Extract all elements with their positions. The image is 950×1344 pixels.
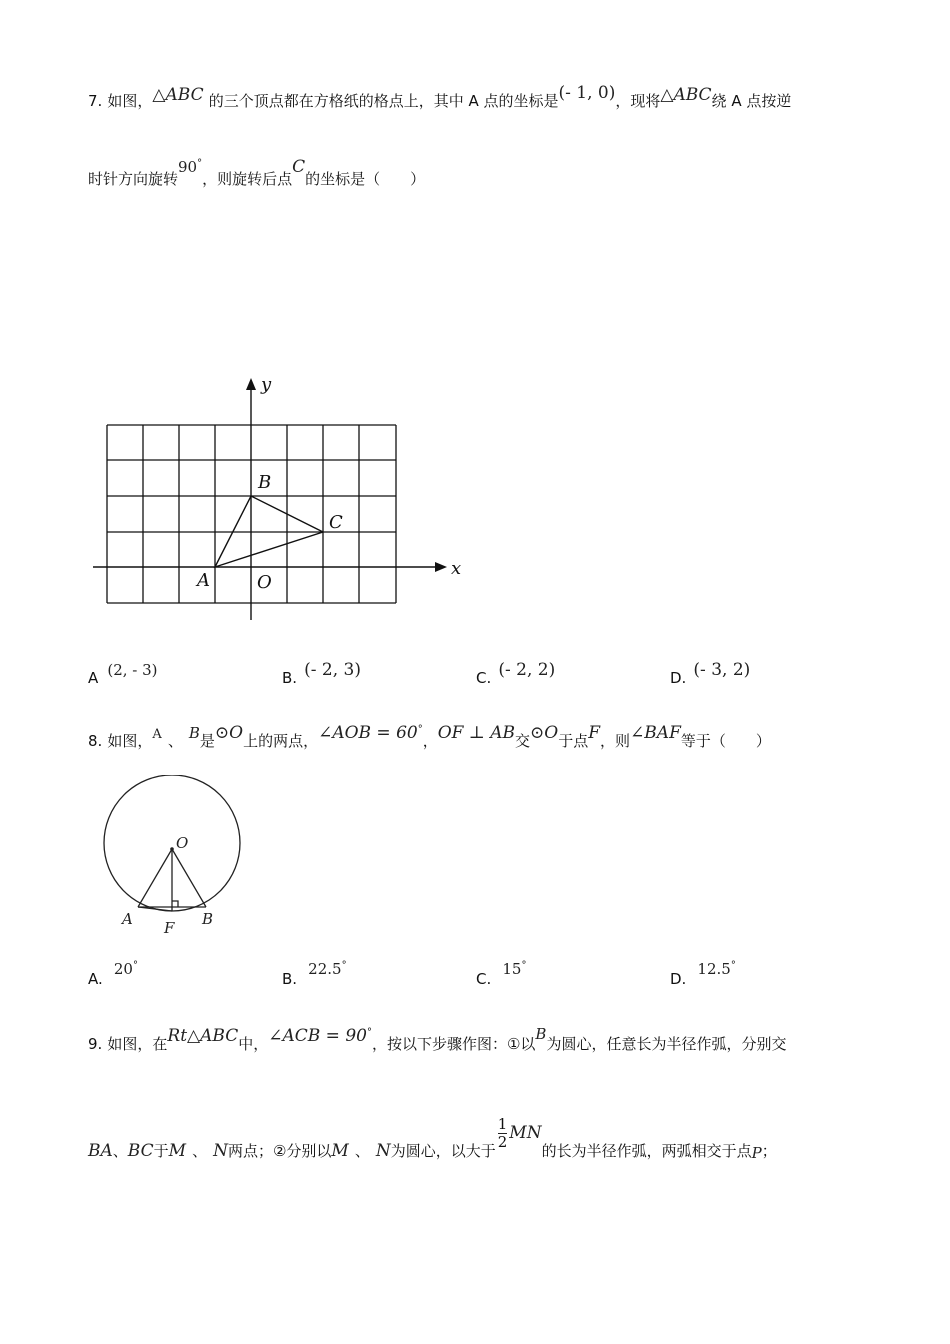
q8-label-b: B [202,910,214,928]
option-value [697,960,735,978]
q8-circle: ⊙O [214,723,244,743]
q7-text-4: 绕 A 点按逆 [711,92,792,110]
q9-point-n: N [213,1140,228,1161]
q9-text-9: ； [761,1141,777,1160]
option-value [502,960,526,978]
option-value: (- 2, 3) [304,660,362,680]
q9-sep-1: 、 [112,1141,128,1160]
q8-point-b: B [188,724,200,742]
option-value: (- 3, 2) [693,660,751,680]
q8-angle [318,723,423,743]
q9-sep-2: 、 [192,1141,208,1160]
q9-rt-triangle: Rt△ABC [167,1026,239,1046]
q8-text-2: 是 [199,732,215,750]
q9-segment-mn: MN [509,1122,542,1143]
q7-label-b: B [258,472,272,493]
q9-angle [268,1026,372,1046]
q7-line2 [88,157,426,189]
q7-number: 7. [88,92,103,110]
option-number: 12.5 [697,960,731,978]
q7-label-a: A [197,570,210,591]
q9-line1 [88,1025,787,1054]
option-label: B. [282,970,298,988]
option-number: 15 [502,960,522,978]
q8-circle-figure [100,775,250,940]
q8-point-a: A [152,727,162,742]
option-value [308,960,346,978]
q7-label-c: C [329,512,343,533]
q8-number: 8. [88,732,103,750]
option-number: 22.5 [308,960,342,978]
q7-point-c: C [292,157,306,177]
option-number: 20 [113,960,133,978]
q8-text-4: 交 [515,732,531,750]
q8-comma: ， [422,732,438,750]
q8-point-f: F [588,723,601,743]
q8-option-b[interactable] [282,960,347,988]
q8-degree: ° [417,724,423,735]
q7-option-b[interactable] [282,660,362,688]
q9-point-p: P [751,1143,762,1162]
q7-text-3: ，现将 [615,92,661,110]
q8-line1 [88,723,771,751]
q8-label-f: F [164,919,175,937]
q9-fraction-num: 1 [497,1115,508,1133]
q9-point-n-2: N [375,1140,391,1161]
q8-angle-baf: ∠BAF [630,723,681,743]
q9-degree: ° [366,1027,372,1038]
q9-text-7: 为圆心，以大于 [390,1141,496,1160]
q7-option-d[interactable] [670,660,751,688]
q9-segment-ba: BA [88,1140,113,1161]
q7-degree: ° [197,158,203,169]
q7-text-5: 时针方向旋转 [88,170,179,188]
q7-text-6: ，则旋转后点 [202,170,293,188]
option-label: D. [670,970,687,988]
q8-text-7: 等于（ ） [680,732,771,750]
q7-option-c[interactable] [476,660,556,688]
q8-option-c[interactable] [476,960,527,988]
q7-triangle: △ABC [152,85,204,105]
q7-text-1: 如图， [107,92,153,110]
option-label: B. [282,669,298,687]
option-degree: ° [341,960,347,971]
q7-angle [178,158,202,176]
option-label: C. [476,669,492,687]
q7-axis-y-label: y [261,374,272,395]
q8-perp: OF ⊥ AB [437,723,516,743]
option-degree: ° [521,960,527,971]
q8-text-5: 于点 [558,732,589,750]
option-label: A. [88,970,103,988]
q9-text-4: 为圆心，任意长为半径作弧，分别交 [546,1035,787,1053]
option-label: C. [476,970,492,988]
option-label: A [88,669,99,687]
option-label: D. [670,669,687,687]
q7-label-o: O [257,572,272,593]
option-degree: ° [132,960,138,971]
q7-text-2: 的三个顶点都在方格纸的格点上，其中 A 点的坐标是 [208,92,559,110]
q9-point-b: B [535,1025,547,1043]
q9-point-m: M [168,1140,187,1161]
option-value: (2, - 3) [107,661,158,679]
q8-label-a: A [122,910,133,928]
q9-text-3: ，按以下步骤作图：①以 [371,1035,536,1053]
q9-point-m-2: M [331,1140,349,1161]
q9-line2 [88,1112,777,1162]
option-value: (- 2, 2) [498,660,556,680]
q7-triangle-2: △ABC [660,85,712,105]
q9-fraction [498,1116,508,1150]
q8-text-1: 如图， [107,732,153,750]
q9-angle-value: ∠ACB = 90 [268,1026,367,1046]
q8-option-a[interactable] [88,960,138,988]
q7-angle-value: 90 [178,158,198,176]
q9-fraction-den: 2 [497,1132,508,1151]
q9-text-2: 中， [238,1035,269,1053]
q8-text-6: ，则 [600,732,631,750]
q8-circle-2: ⊙O [530,723,559,743]
option-degree: ° [730,960,736,971]
q8-angle-value: ∠AOB = 60 [318,723,418,743]
q7-text-7: 的坐标是（ ） [305,170,426,188]
q8-text-3: 上的两点， [243,732,319,750]
q8-sep: 、 [167,732,183,750]
q8-option-d[interactable] [670,960,736,988]
q9-sep-3: 、 [354,1141,370,1160]
q7-line1 [88,83,792,111]
q7-axis-x-label: x [451,558,462,579]
q9-text-8: 的长为半径作弧，两弧相交于点 [541,1141,752,1160]
q9-text-1: 如图，在 [107,1035,168,1053]
q7-option-a[interactable] [88,661,158,687]
q9-segment-bc: BC [127,1140,154,1161]
q9-text-6: 两点；②分别以 [227,1141,332,1160]
q7-coord-a: (- 1, 0) [558,83,616,103]
q9-number: 9. [88,1035,103,1053]
q7-grid-figure [85,370,465,625]
option-value [114,960,138,978]
q9-text-5: 于 [153,1141,169,1160]
q8-label-o: O [176,834,189,852]
